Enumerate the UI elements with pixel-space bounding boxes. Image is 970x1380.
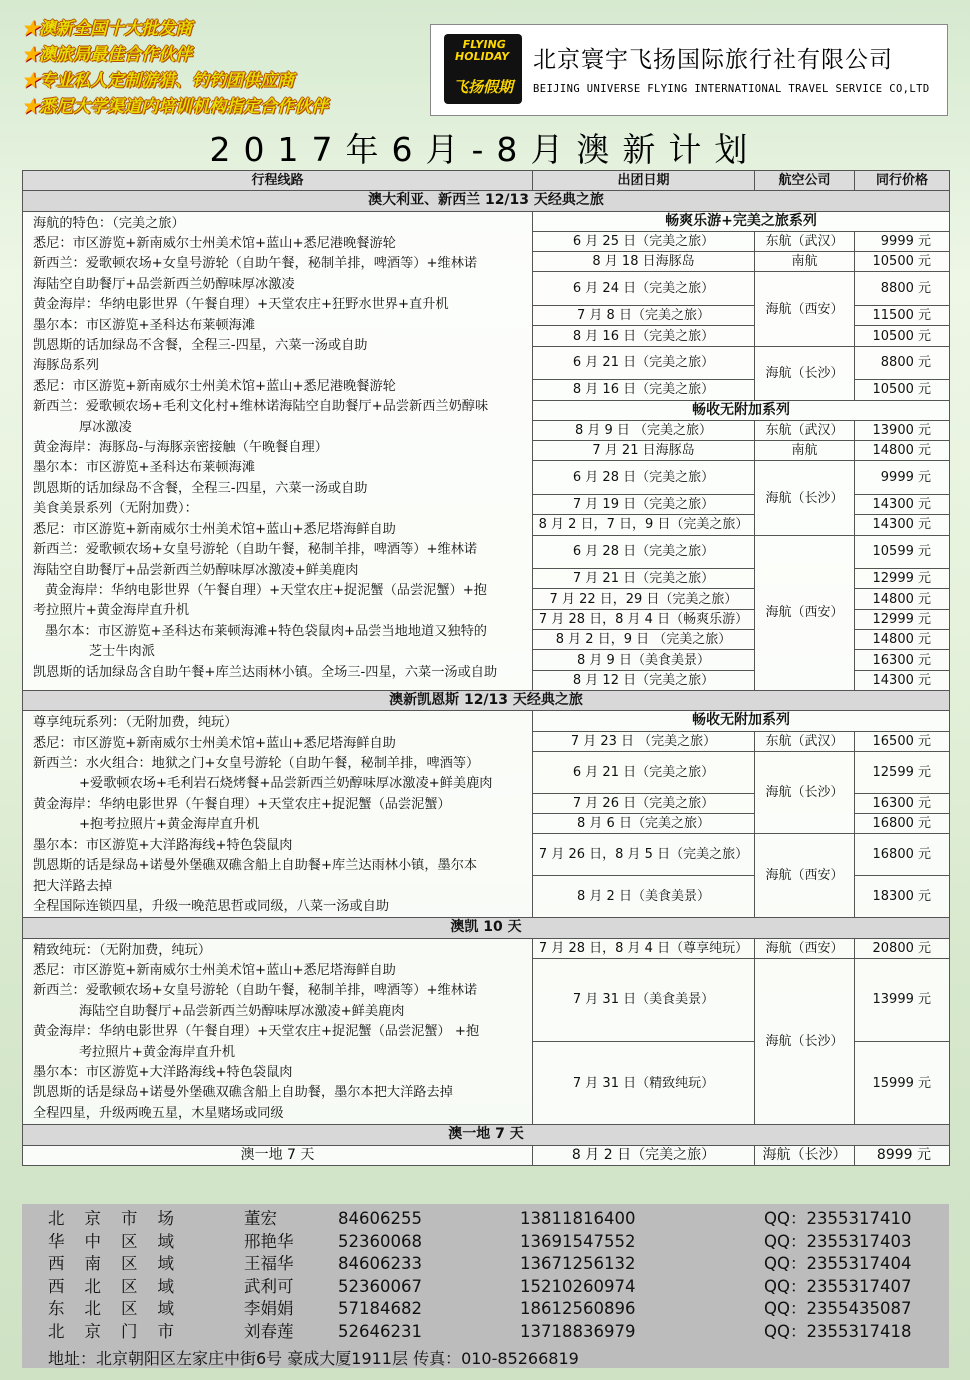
airline-cell: 海航（西安）: [755, 834, 855, 918]
airline-cell: 海航（长沙）: [755, 751, 855, 834]
route-line: 全程四星，升级两晚五星，木星赌场或同级: [33, 1105, 284, 1121]
company-name-cn: 北京寰宇飞扬国际旅行社有限公司: [533, 47, 893, 73]
date-cell: 8 月 2 日，9 日 （完美之旅）: [533, 630, 755, 650]
date-cell: 7 月 21 日（完美之旅）: [533, 569, 755, 589]
company-name-en: BEIJING UNIVERSE FLYING INTERNATIONAL TRAVEL SERVICE CO,LTD: [533, 83, 930, 95]
date-cell: 7 月 19 日（完美之旅）: [533, 495, 755, 515]
airline-cell: 海航（长沙）: [755, 461, 855, 535]
route-line: +抱考拉照片+黄金海岸直升机: [79, 817, 260, 833]
slogan-item: ★澳新全国十大批发商: [22, 19, 192, 39]
route-line: 考拉照片+黄金海岸直升机: [33, 603, 190, 619]
route-line: 凯恩斯的话加绿岛含自助午餐+库兰达雨林小镇。全场三-四星，六菜一汤或自助: [33, 664, 498, 680]
contact-name: 武利可: [244, 1276, 294, 1296]
star-icon: ★: [22, 19, 39, 39]
company-header: [430, 24, 948, 116]
table-row: [23, 211, 950, 231]
contact-mobile: 13718836979: [520, 1321, 636, 1341]
date-cell: 7 月 26 日，8 月 5 日（完美之旅）: [533, 834, 755, 876]
route-line: 海陆空自助餐厅+品尝新西兰奶醇味厚冰激凌+鲜美鹿肉: [33, 562, 359, 578]
route-line: +爱歌顿农场+毛利岩石烧烤餐+品尝新西兰奶醇味厚冰激凌+鲜美鹿肉: [79, 776, 493, 792]
price-cell: 12999 元: [855, 609, 950, 629]
contact-qq: QQ：2355317407: [764, 1276, 912, 1296]
logo-text-cn: 飞扬假期: [452, 78, 513, 96]
contact-region: 东北区域: [48, 1299, 194, 1318]
section-title: 澳一地 7 天: [23, 1125, 950, 1145]
contact-phone: 57184682: [338, 1299, 422, 1318]
address-line: 地址：北京朝阳区左家庄中街6号 豪成大厦1911层 传真：010-85266819: [48, 1349, 579, 1368]
star-icon: ★: [22, 97, 39, 117]
header-airline: 航空公司: [755, 171, 855, 191]
contact-mobile: 18612560896: [520, 1299, 636, 1318]
route-line: 新西兰：爱歌顿农场+女皇号游轮（自助午餐，秘制羊排，啤酒等）+维林诺: [33, 542, 478, 558]
price-cell: 20800 元: [855, 938, 950, 958]
star-icon: ★: [22, 71, 39, 91]
contact-row: [22, 1208, 949, 1230]
route-line: 厚冰激凌: [79, 419, 132, 435]
route-line: 凯恩斯的话是绿岛+诺曼外堡礁双礁含船上自助餐，墨尔本把大洋路去掉: [33, 1085, 453, 1101]
route-line: 黄金海岸：海豚岛-与海豚亲密接触（午晚餐自理）: [33, 440, 328, 456]
price-cell: 16500 元: [855, 731, 950, 751]
date-cell: 8 月 18 日海豚岛: [533, 252, 755, 272]
date-cell: 7 月 26 日（完美之旅）: [533, 793, 755, 813]
contact-row: [22, 1231, 949, 1253]
price-cell: 14800 元: [855, 441, 950, 461]
route-line: 新西兰：爱歌顿农场+女皇号游轮（自助午餐，秘制羊排，啤酒等）+维林诺: [33, 256, 478, 272]
section-title: 澳凯 10 天: [23, 918, 950, 938]
date-cell: 8 月 2 日（完美之旅）: [533, 1145, 755, 1165]
price-cell: 15999 元: [855, 1042, 950, 1125]
route-line: 墨尔本：市区游览+圣科达布莱顿海滩: [33, 317, 256, 333]
header-route: 行程线路: [23, 171, 533, 191]
section-title-row: [23, 918, 950, 938]
contact-mobile: 15210260974: [520, 1276, 636, 1296]
contact-phone: 84606255: [338, 1209, 422, 1228]
price-cell: 10500 元: [855, 380, 950, 400]
route-line: 黄金海岸：华纳电影世界（午餐自理）+天堂农庄+捉泥蟹（品尝泥蟹）+抱: [45, 582, 487, 598]
price-cell: 9999 元: [855, 231, 950, 251]
route-line: 墨尔本：市区游览+大洋路海线+特色袋鼠肉: [33, 1065, 293, 1081]
route-line: 把大洋路去掉: [33, 878, 113, 894]
header-date: 出团日期: [533, 171, 755, 191]
date-cell: 8 月 2 日，7 日，9 日（完美之旅）: [533, 515, 755, 535]
route-description: [23, 938, 533, 1125]
contact-phone: 52646231: [338, 1321, 422, 1341]
slogan-list: [22, 16, 422, 120]
route-line: 新西兰：爱歌顿农场+女皇号游轮（自助午餐，秘制羊排，啤酒等）+维林诺: [33, 983, 478, 999]
airline-cell: 海航（西安）: [755, 938, 855, 958]
price-cell: 13900 元: [855, 420, 950, 440]
section-title-row: [23, 1125, 950, 1145]
price-cell: 9999 元: [855, 461, 950, 495]
price-cell: 8999 元: [855, 1145, 950, 1165]
route-line: 海豚岛系列: [33, 358, 99, 374]
airline-cell: 南航: [755, 441, 855, 461]
route-line: 精致纯玩：（无附加费，纯玩）: [33, 942, 212, 958]
series-title: 畅爽乐游+完美之旅系列: [533, 211, 950, 231]
contact-name: 董宏: [244, 1209, 277, 1228]
price-cell: 14300 元: [855, 515, 950, 535]
airline-cell: 海航（长沙）: [755, 346, 855, 400]
date-cell: 8 月 16 日（完美之旅）: [533, 326, 755, 346]
slogan-item: ★澳旅局最佳合作伙伴: [22, 45, 192, 65]
price-cell: 14300 元: [855, 670, 950, 690]
date-cell: 6 月 24 日（完美之旅）: [533, 272, 755, 306]
table-row: [23, 1145, 950, 1165]
route-line: 墨尔本：市区游览+圣科达布莱顿海滩+特色袋鼠肉+品尝当地地道又独特的: [45, 623, 487, 639]
route-line: 海陆空自助餐厅+品尝新西兰奶醇味厚冰激凌+鲜美鹿肉: [79, 1003, 405, 1019]
contact-row: [22, 1321, 949, 1343]
airline-cell: 海航（长沙）: [755, 1145, 855, 1165]
date-cell: 7 月 28 日，8 月 4 日（畅爽乐游）: [533, 609, 755, 629]
series-title: 畅收无附加系列: [533, 711, 950, 731]
contact-name: 邢艳华: [244, 1231, 294, 1251]
date-cell: 7 月 31 日（美食美景）: [533, 958, 755, 1041]
contact-qq: QQ：2355317410: [764, 1209, 912, 1228]
route-line: 悉尼：市区游览+新南威尔士州美术馆+蓝山+悉尼港晚餐游轮: [33, 378, 396, 394]
price-cell: 18300 元: [855, 876, 950, 918]
route-line: 凯恩斯的话加绿岛不含餐，全程三-四星，六菜一汤或自助: [33, 480, 368, 496]
series-title: 畅收无附加系列: [533, 400, 950, 420]
route-line: 芝士牛肉派: [89, 644, 155, 660]
date-cell: 6 月 25 日（完美之旅）: [533, 231, 755, 251]
flying-holiday-logo: [444, 34, 522, 104]
contact-mobile: 13811816400: [520, 1209, 636, 1228]
contact-phone: 84606233: [338, 1254, 422, 1273]
date-cell: 8 月 6 日（完美之旅）: [533, 814, 755, 834]
route-line: 悉尼：市区游览+新南威尔士州美术馆+蓝山+悉尼塔海鲜自助: [33, 963, 396, 979]
route-line: 悉尼：市区游览+新南威尔士州美术馆+蓝山+悉尼塔海鲜自助: [33, 735, 396, 751]
contact-mobile: 13691547552: [520, 1231, 636, 1251]
contact-region: 北京市场: [48, 1209, 194, 1228]
route-line: 墨尔本：市区游览+大洋路海线+特色袋鼠肉: [33, 837, 293, 853]
route-description: [23, 211, 533, 690]
price-cell: 16800 元: [855, 814, 950, 834]
airline-cell: 东航（武汉）: [755, 731, 855, 751]
price-cell: 16300 元: [855, 793, 950, 813]
price-cell: 13999 元: [855, 958, 950, 1041]
date-cell: 7 月 23 日 （完美之旅）: [533, 731, 755, 751]
slogan-item: ★悉尼大学渠道内培训机构指定合作伙伴: [22, 97, 328, 117]
price-cell: 10500 元: [855, 326, 950, 346]
date-cell: 6 月 21 日（完美之旅）: [533, 346, 755, 380]
date-cell: 7 月 21 日海豚岛: [533, 441, 755, 461]
route-line: 新西兰：水火组合：地狱之门+女皇号游轮（自助午餐，秘制羊排，啤酒等）: [33, 756, 480, 772]
date-cell: 7 月 28 日，8 月 4 日（尊享纯玩）: [533, 938, 755, 958]
price-cell: 10500 元: [855, 252, 950, 272]
contact-qq: QQ：2355317403: [764, 1231, 912, 1251]
contact-qq: QQ：2355435087: [764, 1299, 912, 1318]
price-cell: 8800 元: [855, 272, 950, 306]
contact-name: 王福华: [244, 1254, 294, 1273]
airline-cell: 海航（长沙）: [755, 958, 855, 1124]
section-title: 澳大利亚、新西兰 12/13 天经典之旅: [23, 191, 950, 211]
route-line: 墨尔本：市区游览+圣科达布莱顿海滩: [33, 460, 256, 476]
airline-cell: 南航: [755, 252, 855, 272]
table-row: [23, 711, 950, 731]
route-cell: 澳一地 7 天: [23, 1145, 533, 1165]
contact-qq: QQ：2355317418: [764, 1321, 912, 1341]
airline-cell: 海航（西安）: [755, 272, 855, 346]
header-price: 同行价格: [855, 171, 950, 191]
price-cell: 12999 元: [855, 569, 950, 589]
date-cell: 8 月 12 日（完美之旅）: [533, 670, 755, 690]
date-cell: 8 月 2 日（美食美景）: [533, 876, 755, 918]
date-cell: 6 月 28 日（完美之旅）: [533, 461, 755, 495]
price-cell: 16300 元: [855, 650, 950, 670]
price-cell: 14800 元: [855, 589, 950, 609]
route-line: 全程国际连锁四星，升级一晚范思哲或同级，八菜一汤或自助: [33, 898, 390, 914]
airline-cell: 东航（武汉）: [755, 420, 855, 440]
page-title: 2017年6月-8月澳新计划: [209, 130, 761, 169]
route-line: 凯恩斯的话是绿岛+诺曼外堡礁双礁含船上自助餐+库兰达雨林小镇，墨尔本: [33, 858, 478, 874]
contact-region: 西南区域: [48, 1254, 194, 1273]
route-line: 悉尼：市区游览+新南威尔士州美术馆+蓝山+悉尼塔海鲜自助: [33, 521, 396, 537]
route-line: 黄金海岸：华纳电影世界（午餐自理）+天堂农庄+捉泥蟹（品尝泥蟹） +抱: [33, 1024, 480, 1040]
route-line: 新西兰：爱歌顿农场+毛利文化村+维林诺海陆空自助餐厅+品尝新西兰奶醇味: [33, 399, 489, 415]
schedule-table: [22, 170, 950, 1166]
route-line: 尊享纯玩系列：（无附加费，纯玩）: [33, 715, 238, 731]
date-cell: 8 月 9 日（美食美景）: [533, 650, 755, 670]
date-cell: 7 月 22 日，29 日（完美之旅）: [533, 589, 755, 609]
airline-cell: 海航（西安）: [755, 535, 855, 690]
price-cell: 11500 元: [855, 306, 950, 326]
date-cell: 7 月 8 日（完美之旅）: [533, 306, 755, 326]
section-title-row: [23, 690, 950, 710]
route-line: 海陆空自助餐厅+品尝新西兰奶醇味厚冰激凌: [33, 276, 295, 292]
route-line: 海航的特色：（完美之旅）: [33, 215, 185, 231]
contact-phone: 52360068: [338, 1231, 422, 1251]
contact-panel: [22, 1204, 949, 1368]
price-cell: 16800 元: [855, 834, 950, 876]
contact-name: 李娟娟: [244, 1299, 294, 1318]
logo-text-en: FLYING HOLIDAY: [453, 38, 511, 63]
table-header: [23, 171, 950, 191]
contact-region: 华中区域: [48, 1231, 194, 1251]
date-cell: 7 月 31 日（精致纯玩）: [533, 1042, 755, 1125]
route-description: [23, 711, 533, 918]
contact-phone: 52360067: [338, 1276, 422, 1296]
contact-name: 刘春莲: [244, 1321, 294, 1341]
section-title: 澳新凯恩斯 12/13 天经典之旅: [23, 690, 950, 710]
contact-region: 北京门市: [48, 1321, 194, 1341]
route-line: 悉尼：市区游览+新南威尔士州美术馆+蓝山+悉尼港晚餐游轮: [33, 236, 396, 251]
date-cell: 6 月 21 日（完美之旅）: [533, 751, 755, 793]
route-line: 考拉照片+黄金海岸直升机: [79, 1044, 236, 1060]
route-line: 凯恩斯的话加绿岛不含餐，全程三-四星，六菜一汤或自助: [33, 338, 368, 354]
route-line: 黄金海岸：华纳电影世界（午餐自理）+天堂农庄+狂野水世界+直升机: [33, 297, 449, 313]
contact-row: [22, 1253, 949, 1275]
section-title-row: [23, 191, 950, 211]
star-icon: ★: [22, 45, 39, 65]
slogan-item: ★专业私人定制游猎、钓钓团供应商: [22, 71, 294, 91]
price-cell: 14800 元: [855, 630, 950, 650]
route-line: 美食美景系列（无附加费）：: [33, 501, 198, 517]
price-cell: 12599 元: [855, 751, 950, 793]
contact-region: 西北区域: [48, 1276, 194, 1296]
date-cell: 8 月 9 日 （完美之旅）: [533, 420, 755, 440]
contact-qq: QQ：2355317404: [764, 1254, 912, 1273]
price-cell: 8800 元: [855, 346, 950, 380]
contact-row: [22, 1298, 949, 1320]
contact-mobile: 13671256132: [520, 1254, 636, 1273]
date-cell: 6 月 28 日（完美之旅）: [533, 535, 755, 569]
price-cell: 14300 元: [855, 495, 950, 515]
date-cell: 8 月 16 日（完美之旅）: [533, 380, 755, 400]
contact-row: [22, 1276, 949, 1298]
airline-cell: 东航（武汉）: [755, 231, 855, 251]
price-cell: 10599 元: [855, 535, 950, 569]
route-line: 黄金海岸：华纳电影世界（午餐自理）+天堂农庄+捉泥蟹（品尝泥蟹）: [33, 796, 451, 812]
